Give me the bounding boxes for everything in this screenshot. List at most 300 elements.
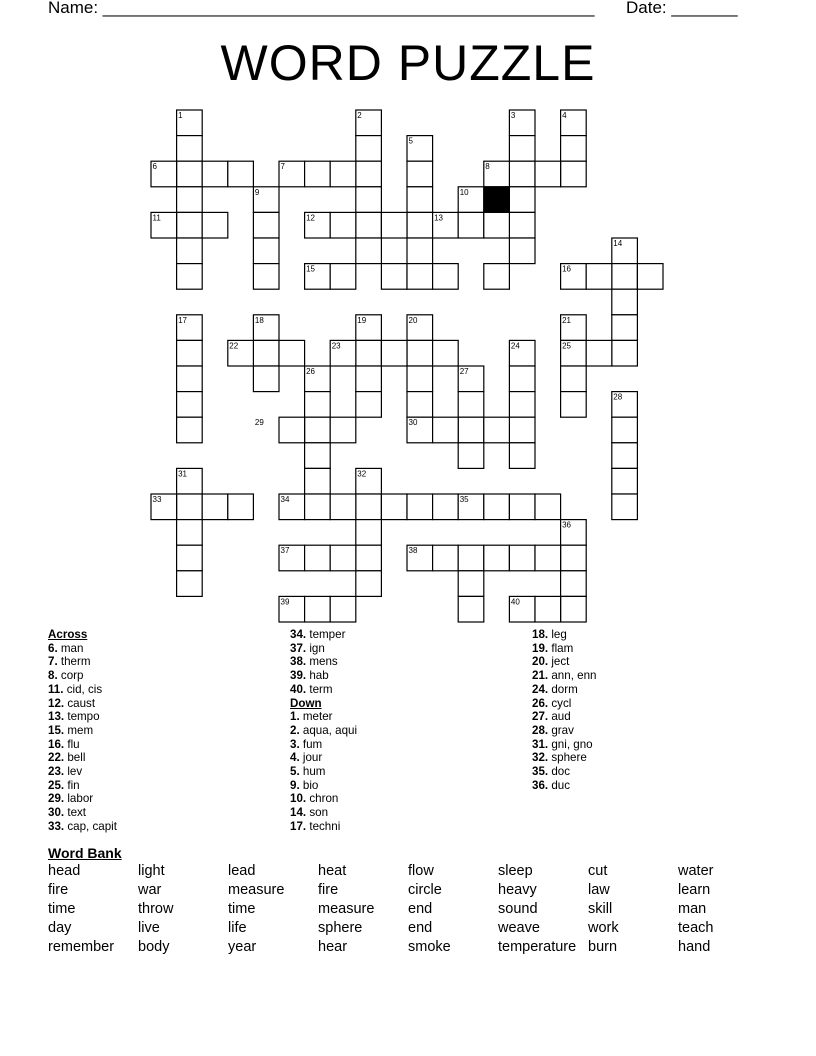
clue-item: [48, 669, 117, 683]
word-bank-word: live: [138, 920, 160, 936]
word-bank-word: year: [228, 939, 257, 955]
clue-text: dorm: [548, 682, 578, 696]
grid-cell[interactable]: [407, 392, 433, 418]
grid-cell[interactable]: [484, 417, 510, 443]
clue-number-label: 39.: [290, 669, 307, 683]
clue-number: 12: [306, 213, 316, 223]
grid-cell[interactable]: [177, 520, 203, 546]
grid-cell[interactable]: [433, 417, 459, 443]
grid-cell[interactable]: [177, 264, 203, 290]
word-bank-word: water: [678, 863, 714, 879]
grid-cell[interactable]: [356, 161, 382, 187]
clue-text: grav: [548, 723, 574, 737]
word-bank-word: fire: [48, 882, 69, 898]
word-bank-word: sphere: [318, 920, 363, 936]
down-heading: Down: [290, 696, 322, 710]
grid-cell[interactable]: [305, 443, 331, 469]
clue-number: 18: [254, 315, 264, 325]
grid-cell[interactable]: [535, 494, 561, 520]
clue-item: [48, 642, 117, 656]
clue-text: duc: [548, 778, 571, 792]
grid-cell[interactable]: [509, 136, 535, 162]
clue-number-label: 12.: [48, 696, 65, 710]
grid-cell[interactable]: [612, 289, 638, 315]
clue-text: flu: [64, 737, 80, 751]
word-bank-row: [48, 901, 808, 920]
clue-number-label: 27.: [532, 710, 549, 724]
clue-text: techni: [306, 819, 341, 833]
grid-cell[interactable]: [381, 212, 407, 238]
clue-number: 34: [280, 495, 290, 504]
clue-number: 1: [178, 111, 183, 120]
word-bank-word: war: [138, 882, 162, 898]
grid-cell[interactable]: [535, 545, 561, 571]
clue-number: 33: [152, 495, 162, 504]
word-bank-word: measure: [228, 882, 285, 898]
clue-item: [48, 820, 117, 834]
clue-number-label: 4.: [290, 751, 300, 765]
clue-item: [290, 779, 357, 793]
clue-item: [48, 710, 117, 724]
word-bank-word: sound: [498, 901, 538, 917]
grid-cell[interactable]: [356, 545, 382, 571]
clue-item: [48, 751, 117, 765]
grid-cell[interactable]: [330, 264, 356, 290]
clue-number: 3: [510, 111, 516, 120]
grid-cell[interactable]: [612, 443, 638, 469]
clue-text: cap, capit: [64, 819, 117, 833]
across-heading: Across: [48, 628, 88, 641]
grid-cell[interactable]: [509, 366, 535, 392]
clue-number-label: 35.: [532, 765, 549, 779]
clue-number: 25: [562, 341, 572, 351]
word-bank-word: day: [48, 920, 72, 936]
grid-cell[interactable]: [612, 340, 638, 366]
clue-item: [532, 724, 596, 738]
grid-cell[interactable]: [381, 494, 407, 520]
grid-cell[interactable]: [381, 264, 407, 290]
clue-number: 5: [408, 136, 413, 146]
grid-cell[interactable]: [433, 264, 459, 290]
clue-item: [532, 669, 596, 683]
grid-cell[interactable]: [612, 417, 638, 443]
grid-cell[interactable]: [356, 520, 382, 546]
clue-item: [290, 642, 357, 656]
grid-cell[interactable]: [330, 545, 356, 571]
grid-cell[interactable]: [177, 494, 203, 520]
word-bank-word: light: [138, 863, 165, 879]
clue-text: ann, enn: [548, 669, 597, 683]
clue-number: 37: [280, 546, 290, 556]
clue-number: 8: [485, 162, 490, 172]
grid-cell[interactable]: [612, 494, 638, 520]
grid-cell[interactable]: [305, 392, 331, 418]
clue-text: tempo: [64, 710, 100, 724]
clue-text: fin: [64, 778, 80, 792]
clues-column-1: [48, 628, 117, 834]
clue-number-label: 3.: [290, 737, 300, 751]
clue-number-label: 34.: [290, 628, 307, 641]
grid-cell[interactable]: [305, 596, 331, 622]
clue-item: [290, 820, 357, 834]
clue-number: 6: [152, 162, 157, 172]
grid-cell[interactable]: [484, 187, 510, 213]
grid-cell[interactable]: [356, 571, 382, 597]
clue-text: lev: [64, 765, 83, 779]
clue-text: hum: [299, 765, 326, 779]
grid-cell[interactable]: [484, 494, 510, 520]
grid-cell[interactable]: [305, 468, 331, 494]
grid-cell[interactable]: [177, 340, 203, 366]
clue-text: man: [57, 641, 84, 655]
grid-cell[interactable]: [305, 161, 331, 187]
grid-cell[interactable]: [612, 264, 638, 290]
grid-cell[interactable]: [407, 494, 433, 520]
grid-cell[interactable]: [407, 187, 433, 213]
grid-cell[interactable]: [253, 264, 279, 290]
grid-cell[interactable]: [407, 366, 433, 392]
grid-cell[interactable]: [381, 340, 407, 366]
grid-cell[interactable]: [561, 571, 587, 597]
grid-cell[interactable]: [177, 571, 203, 597]
clue-text: bell: [64, 751, 86, 765]
grid-cell[interactable]: [305, 494, 331, 520]
grid-cell[interactable]: [228, 494, 254, 520]
clue-number: 10: [459, 187, 469, 197]
word-bank-word: head: [48, 863, 81, 879]
word-bank-word: skill: [588, 901, 613, 917]
grid-cell[interactable]: [458, 212, 484, 238]
grid-cell[interactable]: [433, 545, 459, 571]
word-bank-word: flow: [408, 863, 434, 879]
clue-text: labor: [64, 792, 94, 806]
clue-number-label: 24.: [532, 682, 549, 696]
grid-cell[interactable]: [356, 238, 382, 264]
grid-cell[interactable]: [253, 366, 279, 392]
clue-number-label: 2.: [290, 723, 300, 737]
grid-cell[interactable]: [509, 392, 535, 418]
word-bank-row: [48, 920, 808, 939]
clue-item: [290, 765, 357, 779]
clue-number-label: 9.: [290, 778, 300, 792]
clue-item: [532, 710, 596, 724]
grid-cell[interactable]: [177, 545, 203, 571]
grid-cell[interactable]: [509, 443, 535, 469]
grid-cell[interactable]: [484, 264, 510, 290]
word-bank-word: work: [588, 920, 619, 936]
grid-cell[interactable]: [509, 212, 535, 238]
clue-text: gni, gno: [548, 737, 593, 751]
grid-cell[interactable]: [509, 238, 535, 264]
grid-cell[interactable]: [612, 315, 638, 341]
grid-cell[interactable]: [177, 417, 203, 443]
word-bank-word: sleep: [498, 863, 533, 879]
clue-number-label: 21.: [532, 669, 549, 683]
word-bank-word: life: [228, 920, 247, 936]
grid-cell[interactable]: [586, 264, 612, 290]
grid-cell[interactable]: [458, 392, 484, 418]
grid-cell[interactable]: [177, 161, 203, 187]
clue-number: 15: [306, 264, 316, 274]
clue-number: 20: [408, 315, 418, 325]
grid-cell[interactable]: [253, 340, 279, 366]
word-bank-word: measure: [318, 901, 375, 917]
clue-number-label: 17.: [290, 819, 307, 833]
clue-text: temper: [306, 628, 346, 641]
grid-cell[interactable]: [458, 443, 484, 469]
clue-item: [290, 628, 357, 642]
clue-item: [532, 738, 596, 752]
word-bank-word: learn: [678, 882, 711, 898]
word-bank-title: Word Bank: [48, 845, 122, 861]
grid-cell[interactable]: [509, 545, 535, 571]
grid-cell[interactable]: [177, 136, 203, 162]
clue-item: [290, 806, 357, 820]
clue-number: 26: [306, 367, 316, 376]
word-bank-row: [48, 939, 808, 958]
clue-number: 27: [459, 367, 469, 376]
clue-number: 35: [459, 495, 469, 504]
word-bank-word: remember: [48, 939, 115, 955]
word-bank-word: throw: [138, 901, 174, 917]
grid-cell[interactable]: [253, 212, 279, 238]
clue-text: jour: [299, 751, 323, 765]
clue-number-label: 23.: [48, 765, 65, 779]
grid-cell[interactable]: [509, 161, 535, 187]
grid-cell[interactable]: [279, 340, 305, 366]
clue-number-label: 1.: [290, 710, 300, 724]
clue-text: cid, cis: [63, 682, 103, 696]
grid-cell[interactable]: [356, 366, 382, 392]
clue-text: aqua, aqui: [299, 723, 358, 737]
clue-text: fum: [299, 737, 323, 751]
grid-cell[interactable]: [458, 417, 484, 443]
clue-number-label: 19.: [532, 641, 549, 655]
clue-number-label: 5.: [290, 765, 300, 779]
grid-cell[interactable]: [484, 212, 510, 238]
word-bank: [48, 863, 808, 958]
clue-number-label: 25.: [48, 778, 65, 792]
grid-cell[interactable]: [586, 340, 612, 366]
clue-number-label: 18.: [532, 628, 549, 641]
clue-number-label: 10.: [290, 792, 307, 806]
grid-cell[interactable]: [356, 340, 382, 366]
grid-cell[interactable]: [561, 596, 587, 622]
clue-text: aud: [548, 710, 571, 724]
word-bank-row: [48, 863, 808, 882]
grid-cell[interactable]: [177, 366, 203, 392]
grid-cell[interactable]: [535, 161, 561, 187]
clue-number-label: 7.: [48, 655, 58, 669]
grid-cell[interactable]: [356, 392, 382, 418]
word-bank-word: temperature: [498, 939, 577, 955]
grid-cell[interactable]: [509, 417, 535, 443]
clue-number: 28: [613, 392, 623, 402]
name-field-label[interactable]: Name: ____________________________________________________: [48, 0, 595, 17]
clue-item: [532, 683, 596, 697]
clue-text: doc: [548, 765, 571, 779]
word-bank-word: hand: [678, 939, 711, 955]
clue-number-label: 20.: [532, 655, 549, 669]
clue-number-label: 22.: [48, 751, 65, 765]
clue-item: [290, 792, 357, 806]
clue-number-label: 30.: [48, 806, 65, 820]
clue-number: 31: [178, 469, 188, 479]
grid-cell[interactable]: [458, 596, 484, 622]
clue-number: 38: [408, 546, 418, 556]
clue-item: [48, 738, 117, 752]
clue-item: [532, 697, 596, 711]
clue-number: 13: [434, 213, 444, 223]
clue-text: hab: [306, 669, 329, 683]
word-bank-word: hear: [318, 939, 348, 955]
grid-cell[interactable]: [458, 545, 484, 571]
grid-cell[interactable]: [561, 161, 587, 187]
clue-text: chron: [306, 792, 339, 806]
clue-number: 21: [562, 315, 572, 325]
grid-cell[interactable]: [177, 392, 203, 418]
grid-cell[interactable]: [561, 545, 587, 571]
clue-number: 16: [562, 264, 572, 274]
clue-item: [48, 683, 117, 697]
clue-number: 4: [562, 111, 567, 120]
clues-column-2: [290, 628, 357, 834]
clue-number-label: 28.: [532, 723, 549, 737]
grid-cell[interactable]: [407, 340, 433, 366]
grid-cell[interactable]: [305, 417, 331, 443]
grid-cell[interactable]: [202, 212, 228, 238]
grid-cell[interactable]: [356, 494, 382, 520]
grid-cell[interactable]: [612, 468, 638, 494]
grid-cell[interactable]: [177, 212, 203, 238]
grid-cell[interactable]: [279, 417, 305, 443]
clue-number-label: 11.: [48, 682, 64, 696]
clue-item: [532, 642, 596, 656]
clue-item: [532, 628, 596, 642]
grid-cell[interactable]: [407, 212, 433, 238]
word-bank-word: time: [228, 901, 256, 917]
grid-cell[interactable]: [484, 545, 510, 571]
grid-cell[interactable]: [305, 545, 331, 571]
clue-item: [290, 751, 357, 765]
clue-item: [48, 697, 117, 711]
word-bank-word: teach: [678, 920, 714, 936]
clue-number-label: 13.: [48, 710, 65, 724]
grid-cell[interactable]: [330, 212, 356, 238]
clue-number: 24: [510, 341, 520, 351]
grid-cell[interactable]: [356, 187, 382, 213]
clue-item: [290, 724, 357, 738]
clue-number-label: 29.: [48, 792, 65, 806]
grid-cell[interactable]: [253, 238, 279, 264]
clue-number: 23: [331, 341, 341, 351]
grid-cell[interactable]: [407, 238, 433, 264]
clue-text: bio: [299, 778, 319, 792]
clue-text: corp: [57, 669, 84, 683]
clue-item: [532, 751, 596, 765]
grid-cell[interactable]: [561, 392, 587, 418]
clue-text: flam: [548, 641, 574, 655]
clue-text: ign: [306, 641, 325, 655]
clue-text: mem: [64, 723, 94, 737]
word-bank-word: circle: [408, 882, 442, 898]
clue-number: 32: [357, 469, 367, 479]
clue-number-label: 36.: [532, 778, 549, 792]
grid-cell[interactable]: [177, 187, 203, 213]
clue-number: 2: [357, 111, 362, 120]
grid-cell[interactable]: [407, 264, 433, 290]
grid-cell[interactable]: [637, 264, 663, 290]
clues-column-3: [532, 628, 596, 792]
grid-cell[interactable]: [330, 494, 356, 520]
word-bank-word: end: [408, 901, 433, 917]
clue-item: [290, 655, 357, 669]
grid-cell[interactable]: [433, 494, 459, 520]
grid-cell[interactable]: [228, 161, 254, 187]
grid-cell[interactable]: [356, 136, 382, 162]
word-bank-word: time: [48, 901, 76, 917]
grid-cell[interactable]: [433, 340, 459, 366]
clue-text: therm: [57, 655, 91, 669]
word-bank-word: lead: [228, 863, 256, 879]
clue-text: mens: [306, 655, 338, 669]
clue-item: [532, 655, 596, 669]
word-bank-word: cut: [588, 863, 608, 879]
clue-number: 36: [562, 520, 572, 530]
clue-number: 29: [254, 418, 264, 428]
grid-cell[interactable]: [330, 161, 356, 187]
page-title: WORD PUZZLE: [220, 35, 596, 91]
grid-cell[interactable]: [202, 494, 228, 520]
grid-cell[interactable]: [177, 238, 203, 264]
clue-number: 40: [510, 597, 520, 607]
clue-number: 30: [408, 418, 418, 428]
word-bank-word: weave: [498, 920, 540, 936]
grid-cell[interactable]: [561, 366, 587, 392]
grid-cell[interactable]: [458, 571, 484, 597]
grid-cell[interactable]: [561, 136, 587, 162]
clue-text: son: [306, 806, 329, 820]
clue-text: term: [306, 682, 333, 696]
clue-text: cycl: [548, 696, 572, 710]
clue-number-label: 16.: [48, 737, 65, 751]
clue-number-label: 32.: [532, 751, 549, 765]
clue-number: 9: [254, 187, 260, 197]
clue-item: [48, 792, 117, 806]
clue-number: 39: [280, 597, 290, 607]
word-bank-word: fire: [318, 882, 339, 898]
grid-cell[interactable]: [202, 161, 228, 187]
clue-text: text: [64, 806, 87, 820]
grid-cell[interactable]: [535, 596, 561, 622]
clue-item: [290, 710, 357, 724]
date-field-label[interactable]: Date: _______: [626, 0, 738, 17]
grid-cell[interactable]: [509, 187, 535, 213]
grid-cell[interactable]: [356, 212, 382, 238]
clue-text: meter: [299, 710, 333, 724]
grid-cell[interactable]: [330, 417, 356, 443]
word-bank-word: law: [588, 882, 610, 898]
grid-cell[interactable]: [509, 494, 535, 520]
grid-cell[interactable]: [407, 161, 433, 187]
grid-cell[interactable]: [330, 596, 356, 622]
clue-item: [532, 765, 596, 779]
clue-number-label: 15.: [48, 723, 65, 737]
clue-number-label: 26.: [532, 696, 549, 710]
word-bank-word: smoke: [408, 939, 451, 955]
clue-item: [290, 669, 357, 683]
clue-item: [48, 724, 117, 738]
